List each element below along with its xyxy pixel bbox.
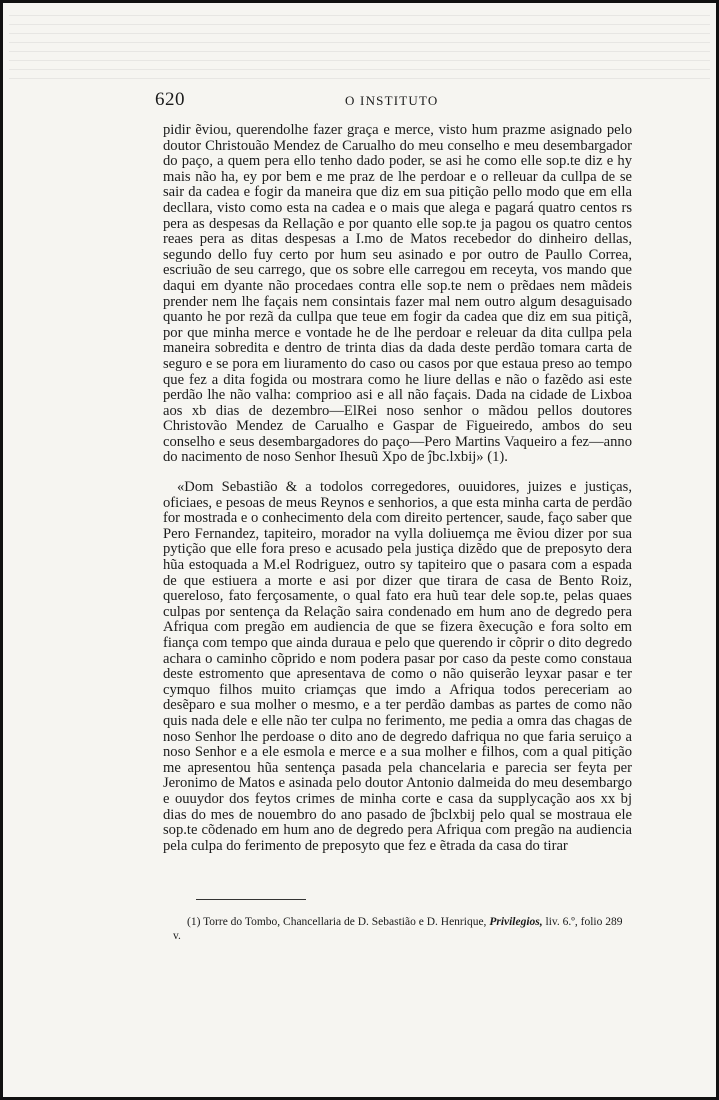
paragraph-dom-sebastiao: «Dom Sebastião & a todolos corregedores, ouuidores, juizes e justiças, oficiaes, e pesoas de meus Reynos e senhorios, a que esta minha carta de perdão for mostrada e o conhecimento dela com direito pertencer, saude, faço saber que Pero Fernandez, tapiteiro, morador na vylla doliuemça me ẽviou dizer por sua pytição que elle fora preso e acusado pela justiça dizẽdo que de preposyto dera hũa estoquada a M.el Rodriguez, outro sy tapiteiro que o pasara com a espada de que estiuera a morte e asi por dizer que tirara de casa de Bento Roiz, quereloso, fato ferçosamente, o qual fato era huũ tear dele sop.te, pelas quaes culpas por sentença da Relação saira condenado em hum ano de degredo pera Afriqua com pregão em audiencia de que se fizera ẽxecução e fora solto em fiança com tempo que ainda duraua e pelo que querendo ir cõprir o dito degredo achara o caminho cõprido e nom podera pasar por caso da peste como constaua deste estromento que apresentava de como o não quiserão leyxar pasar e ter cymquo filhos muito criamças que imdo a Afriqua todos pereceriam ao desẽparo e sua molher o mesmo, e a ter perdão dambas as partes de como não quis nada dele e elle não ter culpa no ferimento, me pedia a omra das chagas de noso Senhor lhe perdoase o dito ano de degredo dafriqua no que faria seruiço a noso Senhor e a ele esmola e merce e a sua molher e filhos, com a qual pitição me apresentou hũa sentença pasada pela chancelaria e parecia ser feyta per Jeronimo de Matos e asinada pelo doutor Antonio dalmeida do meu desembargo e ouuydor dos feytos crimes de minha corte e casa da supplycação aos xx bj dias do mes de nouembro do ano pasado de ĵbclxbij pelo qual se mostraua ele sop.te cõdenado em hum ano de degredo pera Afriqua com pregão na audiencia pela culpa do ferimento de preposyto que fez e ẽtrada da casa do tirar (163, 479, 632, 854)
footnote (173, 915, 633, 943)
running-head (155, 89, 631, 113)
bleed-through-texture (9, 9, 710, 79)
main-text (163, 123, 632, 854)
paragraph-continuation: pidir ẽviou, querendolhe fazer graça e merce, visto hum prazme asignado pelo doutor Christouão Mendez de Carualho do meu conselho e meu desembargador do paço, a quem pera ello tenho dado poder, se asi he como elle sop.te diz e hy mais não ha, ey por bem e me praz de lhe perdoar e o relleuar da cullpa de se sair da cadea e fogir da maneira que diz em sua pitição pello modo que em ella decllara, visto como esta na cadea e o mais que alega e pagará quatro centos rs pera as despesas da Rellação e por quanto elle sop.te ja pagou os quatro centos reaes pera as ditas despesas a I.mo de Matos recebedor do dinheiro dellas, segundo dello fuy certo por hum seu asinado e por outro de Paullo Correa, escriuão de seu carrego, que os sobre elle carregou em receyta, vos mando que daqui em dyante não procedaes contra elle sop.te nem o prẽdaes nem mãdeis prender nem lhe façais nem consintais fazer mal nem outro algum desaguisado quanto he por rezã da cullpa que teue em fogir da cadea que diz em sua pitiçã, por que minha merce e vontade he de lhe perdoar e releuar da dita cullpa pela maneira sobredita e dentro de trinta dias da dada deste perdão tomara carta de seguro e se pora em liuramento do caso ou casos por que estaua preso ao tempo que fez a dita fogida ou mostrara como he liure dellas e não o fazẽdo asi este perdão lhe não valha: comprioo asi e all não façais. Dada na cidade de Lixboa aos xb dias de dezembro—ElRei noso senhor o mãdou pellos doutores Christovão Mendez de Carualho e Gaspar de Figueiredo, ambos do seu conselho e seus desembargadores do paço—Pero Martins Vaqueiro a fez—anno do nacimento de noso Senhor Ihesuũ Xpo de ĵbc.lxbij» (1). (163, 122, 632, 466)
footnote-text-start: (1) Torre do Tombo, Chancellaria de D. Sebastião e D. Henrique, (187, 916, 490, 928)
journal-title: O INSTITUTO (345, 93, 439, 108)
footnote-text-end: liv. 6.º, folio 289 v. (173, 916, 623, 942)
footnote-divider (196, 899, 306, 900)
footnote-italic-title: Privilegios, (489, 916, 543, 928)
page-number: 620 (155, 89, 185, 110)
